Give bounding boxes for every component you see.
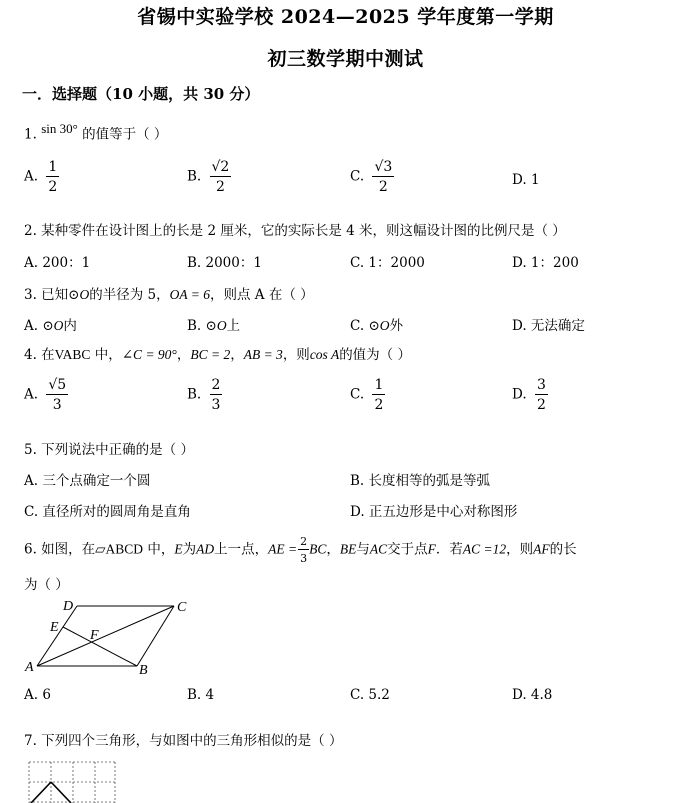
question-text: 6. 如图，在 — [24, 541, 96, 558]
numerator: 3 — [536, 377, 546, 393]
label-e: E — [50, 620, 59, 635]
question-text: 3. 已知 — [24, 287, 69, 303]
option-a[interactable] — [24, 378, 68, 412]
question-2: 2. 某种零件在设计图上的长是 2 厘米，它的实际长是 4 米，则这幅设计图的比例尺是（ ） — [24, 223, 566, 239]
denominator: 2 — [374, 397, 384, 413]
label-a: A — [25, 660, 34, 675]
question-text: ，则 — [282, 347, 310, 363]
numerator: √2 — [211, 159, 230, 175]
question-text: 与 — [356, 541, 370, 558]
math-expression: sin 30° — [41, 121, 78, 136]
label-d: D — [63, 599, 74, 614]
circle-symbol: ⊙ — [42, 318, 54, 334]
math-expression: AE = — [268, 541, 298, 557]
option-a[interactable] — [24, 314, 77, 334]
question-text: ， — [230, 347, 244, 363]
denominator: 2 — [48, 179, 58, 195]
math-var: F — [427, 541, 436, 557]
math-var: E — [174, 541, 183, 557]
numerator: 2 — [300, 535, 308, 548]
question-6-line2: 为（ ） — [24, 577, 69, 593]
question-text: 的半径为 5， — [89, 287, 170, 303]
math-var: BE — [339, 541, 357, 557]
math-expression: ∠C = 90° — [121, 347, 177, 362]
option-c[interactable] — [350, 378, 385, 412]
math-expression: VABC — [54, 347, 91, 362]
question-text: 的值为（ ） — [339, 347, 411, 363]
math-var: O — [379, 318, 390, 333]
question-4 — [24, 343, 411, 363]
denominator: 3 — [52, 397, 62, 413]
fraction — [46, 160, 59, 194]
option-b[interactable]: B. 2000：1 — [187, 255, 262, 271]
math-var: AC — [369, 541, 388, 557]
label-c: C — [177, 600, 187, 615]
option-label: C. — [350, 168, 365, 185]
math-expression: OA = 6 — [169, 287, 210, 302]
option-a[interactable] — [24, 160, 59, 194]
option-label: C. — [350, 386, 365, 403]
fraction — [372, 160, 394, 194]
option-label: A. — [24, 318, 39, 334]
math-expression: BC = 2 — [190, 347, 231, 362]
option-d[interactable]: D. 1：200 — [512, 255, 579, 271]
math-expression: AB = 3 — [243, 347, 283, 362]
option-d[interactable]: D. 正五边形是中心对称图形 — [350, 504, 518, 520]
question-text: ， — [326, 541, 340, 558]
question-text: 的长 — [549, 541, 577, 558]
math-var: AF — [533, 541, 550, 557]
question-text: ，则 — [506, 541, 534, 558]
fraction — [298, 536, 309, 564]
option-label: A. — [24, 168, 39, 185]
math-expression: ▱ABCD — [95, 541, 144, 557]
option-b[interactable]: B. 4 — [187, 687, 215, 703]
option-d[interactable]: D. 4.8 — [512, 687, 553, 703]
question-7: 7. 下列四个三角形，与如图中的三角形相似的是（ ） — [24, 733, 343, 749]
denominator: 3 — [300, 552, 308, 565]
question-text: 中， — [90, 347, 122, 363]
math-var: O — [79, 287, 90, 302]
numerator: √3 — [374, 159, 393, 175]
question-text: 为 — [182, 541, 197, 558]
denominator: 2 — [378, 179, 388, 195]
circle-symbol: ⊙ — [68, 287, 80, 303]
question-text: 上一点， — [214, 541, 269, 558]
label-f: F — [90, 628, 99, 643]
option-c[interactable]: C. 直径所对的圆周角是直角 — [24, 504, 191, 520]
option-text: 内 — [63, 318, 77, 334]
option-c[interactable] — [350, 314, 403, 334]
triangle-edge — [31, 782, 51, 803]
denominator: 2 — [215, 179, 225, 195]
option-text: 上 — [226, 318, 241, 334]
question-1 — [24, 121, 167, 143]
option-c[interactable] — [350, 160, 394, 194]
circle-symbol: ⊙ — [368, 318, 380, 334]
triangle-grid-figure — [27, 760, 119, 803]
option-b[interactable] — [187, 160, 231, 194]
option-c[interactable]: C. 5.2 — [350, 687, 390, 703]
option-label: B. — [187, 318, 202, 334]
math-var: BC — [309, 541, 327, 557]
question-text: 4. 在 — [24, 347, 55, 363]
fraction — [372, 378, 385, 412]
fraction — [46, 378, 68, 412]
option-label: D. — [512, 386, 527, 403]
question-text: 中， — [143, 541, 175, 558]
option-c[interactable]: C. 1：2000 — [350, 255, 425, 271]
option-value: 1 — [530, 172, 540, 188]
question-text: 的值等于（ ） — [82, 126, 168, 143]
edge-bc — [137, 606, 174, 666]
option-label: B. — [187, 168, 202, 185]
question-number: 1. — [24, 126, 37, 143]
section-heading: 一．选择题（10 小题，共 30 分） — [22, 85, 260, 103]
numerator: 2 — [211, 377, 221, 393]
denominator: 2 — [536, 397, 546, 413]
circle-symbol: ⊙ — [205, 318, 217, 334]
numerator: 1 — [48, 159, 58, 175]
option-label: B. — [187, 386, 202, 403]
option-a[interactable]: A. 6 — [24, 687, 51, 703]
numerator: 1 — [374, 377, 384, 393]
option-b[interactable] — [187, 378, 222, 412]
option-d[interactable] — [512, 172, 540, 188]
exam-title: 省锡中实验学校 2024—2025 学年度第一学期 — [137, 6, 554, 28]
triangle-edge — [51, 782, 71, 803]
segment-be — [63, 627, 137, 666]
question-text: ， — [176, 347, 191, 363]
option-d[interactable] — [512, 378, 548, 412]
label-b: B — [139, 663, 148, 678]
option-b[interactable] — [187, 314, 240, 334]
option-d[interactable]: D. 无法确定 — [512, 318, 585, 334]
option-label: A. — [24, 386, 39, 403]
option-a[interactable]: A. 三个点确定一个圆 — [24, 473, 151, 489]
math-expression: AC =12 — [462, 541, 507, 557]
question-text: 交于点 — [387, 541, 428, 558]
question-text: ．若 — [435, 541, 463, 558]
numerator: √5 — [48, 377, 67, 393]
exam-subtitle: 初三数学期中测试 — [267, 48, 424, 70]
option-b[interactable]: B. 长度相等的弧是等弧 — [350, 473, 491, 489]
denominator: 3 — [211, 397, 221, 413]
math-var: O — [216, 318, 227, 333]
fraction — [535, 378, 548, 412]
option-label: D. — [512, 172, 527, 188]
fraction — [210, 378, 223, 412]
math-var: O — [53, 318, 64, 333]
parallelogram-figure — [22, 596, 197, 678]
option-label: C. — [350, 318, 365, 334]
question-3 — [24, 283, 314, 303]
math-var: AD — [196, 541, 215, 557]
math-expression: cos A — [309, 347, 340, 362]
option-text: 外 — [389, 318, 403, 334]
question-6 — [24, 536, 577, 564]
question-5: 5. 下列说法中正确的是（ ） — [24, 442, 194, 458]
question-text: ，则点 A 在（ ） — [210, 287, 314, 303]
fraction — [210, 160, 232, 194]
option-a[interactable]: A. 200：1 — [24, 255, 91, 271]
